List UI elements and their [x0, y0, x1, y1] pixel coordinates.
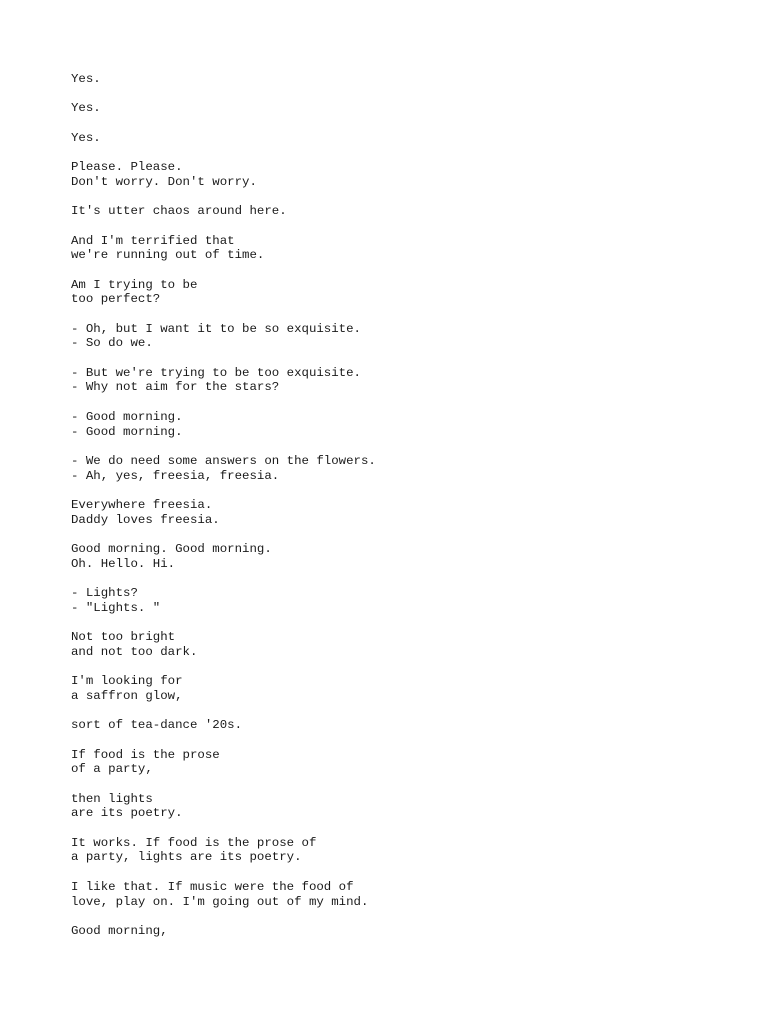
dialogue-block	[71, 454, 731, 483]
dialogue-line: - Good morning.	[71, 424, 183, 439]
dialogue-line: Yes.	[71, 72, 101, 86]
dialogue-block	[71, 366, 731, 395]
dialogue-line: - "Lights. "	[71, 600, 161, 615]
dialogue-block	[71, 322, 731, 351]
dialogue-block	[71, 836, 731, 865]
dialogue-line: Yes.	[71, 130, 101, 145]
dialogue-block	[71, 204, 731, 219]
dialogue-line: Good morning. Good morning.	[71, 542, 272, 556]
dialogue-line: Please. Please.	[71, 160, 183, 175]
dialogue-line: Am I trying to be	[71, 277, 198, 292]
dialogue-line: - We do need some answers on the flowers.	[71, 453, 376, 468]
dialogue-line: we're running out of time.	[71, 248, 265, 263]
dialogue-block	[71, 234, 731, 263]
dialogue-block	[71, 410, 731, 439]
dialogue-line: then lights	[71, 791, 153, 806]
dialogue-line: love, play on. I'm going out of my mind.	[71, 894, 369, 909]
dialogue-line: of a party,	[71, 762, 153, 777]
dialogue-block	[71, 630, 731, 659]
dialogue-line: If food is the prose	[71, 747, 220, 762]
dialogue-line: Oh. Hello. Hi.	[71, 556, 176, 571]
dialogue-line: Daddy loves freesia.	[71, 512, 220, 527]
dialogue-line: - Good morning.	[71, 409, 183, 424]
dialogue-block	[71, 924, 731, 939]
dialogue-line: - So do we.	[71, 336, 153, 351]
dialogue-line: a saffron glow,	[71, 688, 183, 703]
dialogue-block	[71, 674, 731, 703]
dialogue-line: sort of tea-dance '20s.	[71, 718, 243, 733]
dialogue-line: Good morning,	[71, 923, 168, 938]
dialogue-block	[71, 72, 731, 87]
dialogue-line: - But we're trying to be too exquisite.	[71, 365, 361, 380]
dialogue-line: I'm looking for	[71, 674, 183, 689]
dialogue-line: Everywhere freesia.	[71, 497, 213, 512]
dialogue-line: It works. If food is the prose of	[71, 835, 317, 850]
dialogue-line: Don't worry. Don't worry.	[71, 174, 257, 189]
dialogue-block	[71, 586, 731, 615]
dialogue-line: - Why not aim for the stars?	[71, 380, 280, 395]
document-page	[71, 72, 731, 953]
dialogue-line: - Lights?	[71, 586, 138, 601]
dialogue-line: - Ah, yes, freesia, freesia.	[71, 468, 280, 483]
dialogue-block	[71, 131, 731, 146]
dialogue-line: a party, lights are its poetry.	[71, 850, 302, 865]
dialogue-line: Not too bright	[71, 630, 176, 645]
dialogue-line: are its poetry.	[71, 806, 183, 821]
dialogue-block	[71, 718, 731, 733]
dialogue-line: too perfect?	[71, 292, 161, 307]
dialogue-line: - Oh, but I want it to be so exquisite.	[71, 321, 361, 336]
dialogue-block	[71, 160, 731, 189]
dialogue-line: It's utter chaos around here.	[71, 204, 287, 219]
dialogue-line: I like that. If music were the food of	[71, 879, 354, 894]
dialogue-line: and not too dark.	[71, 644, 198, 659]
dialogue-block	[71, 880, 731, 909]
dialogue-block	[71, 748, 731, 777]
dialogue-block	[71, 792, 731, 821]
dialogue-block	[71, 498, 731, 527]
dialogue-line: Yes.	[71, 101, 101, 116]
dialogue-block	[71, 101, 731, 116]
dialogue-line: And I'm terrified that	[71, 233, 235, 248]
dialogue-block	[71, 542, 731, 571]
dialogue-block	[71, 278, 731, 307]
